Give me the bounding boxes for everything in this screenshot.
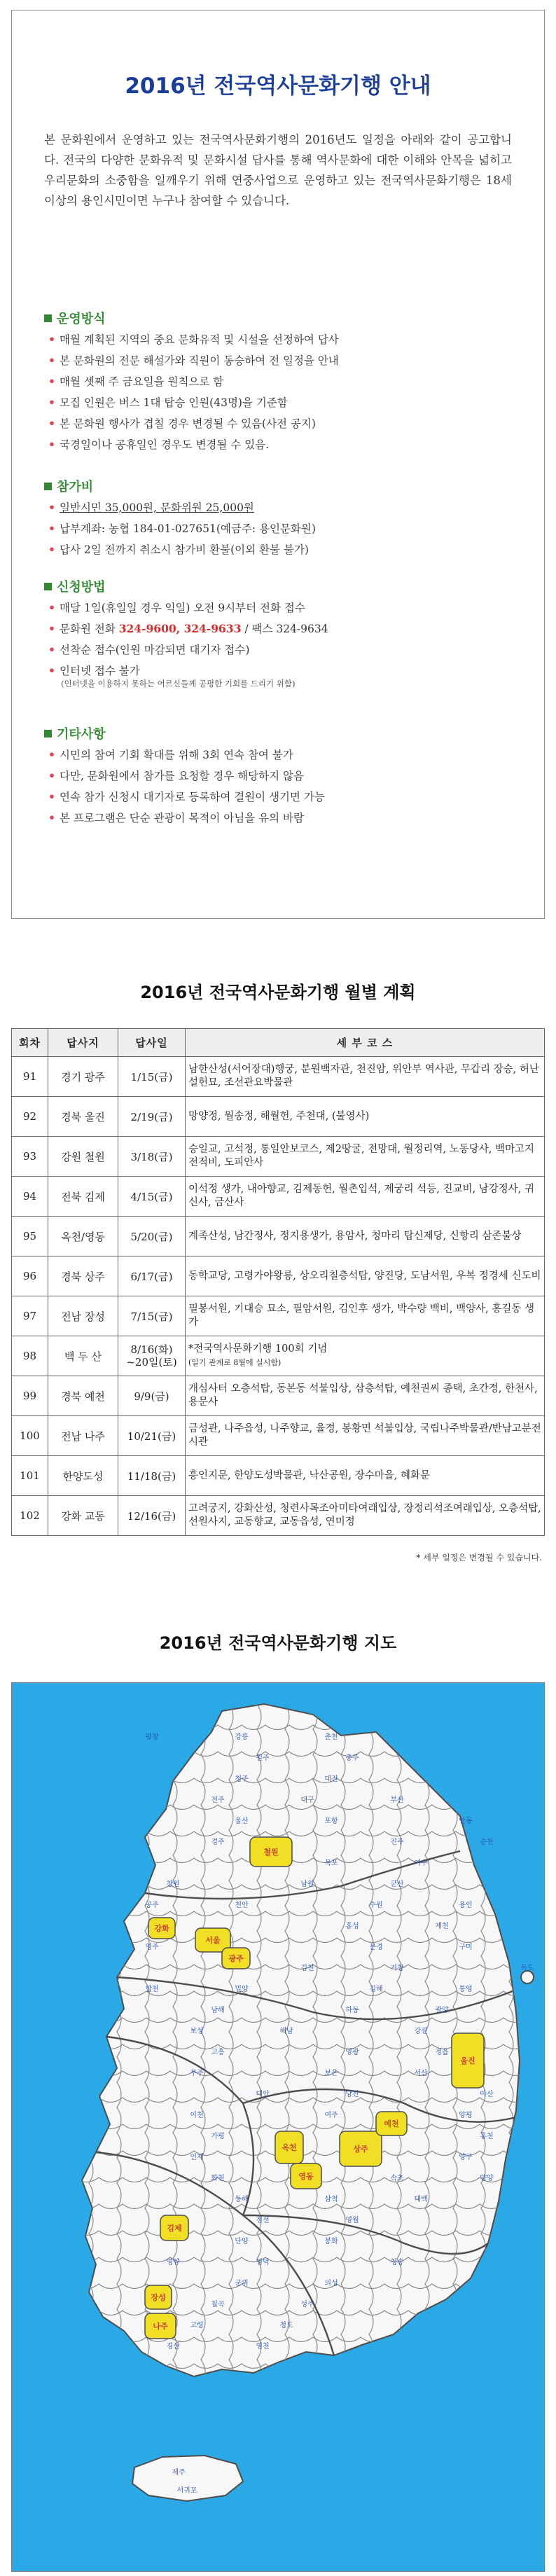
region-label: 고령: [190, 2322, 204, 2329]
region-label: 울산: [235, 1817, 249, 1825]
list-item: • 매월 셋째 주 금요일을 원칙으로 함: [48, 375, 224, 388]
region-label: 강릉: [235, 1733, 249, 1741]
table-row: 99 경북 예천 9/9(금) 개심사터 오층석탑, 동본동 석불입상, 삼층석탑, 예천권씨 종택, 초간정, 한천사, 용문사: [12, 1376, 545, 1416]
region-label: 홍성: [345, 1923, 359, 1930]
region-label: 정선: [256, 2217, 270, 2224]
region-label: 고흥: [211, 2049, 225, 2056]
region-label: 포항: [324, 1817, 338, 1825]
region-label: 여주: [324, 2112, 338, 2119]
region-label: 삼척: [324, 2196, 338, 2203]
region-label: 안동: [459, 1817, 473, 1825]
region-label: 동해: [235, 2196, 249, 2203]
region-label: 아산: [480, 2091, 494, 2098]
list-item: • 매달 1일(휴일일 경우 익일) 오전 9시부터 전화 접수: [48, 601, 305, 614]
list-item: • 연속 참가 신청시 대기자로 등록하여 결원이 생기면 가능: [48, 790, 325, 803]
table-row: 97 전남 장성 7/15(금) 필봉서원, 기대승 묘소, 필암서원, 김인후 생가, 박수량 백비, 백양사, 홍길동 생가: [12, 1296, 545, 1336]
korea-map-svg: [12, 1683, 545, 2572]
region-label: 대구: [300, 1796, 314, 1804]
section-etc: [44, 723, 520, 829]
region-label: 거창: [390, 1965, 404, 1972]
section-operation: [44, 308, 520, 455]
schedule-title: 2016년 전국역사문화기행 월별 계획: [140, 983, 416, 1002]
region-label: 광양: [435, 2007, 449, 2014]
island-label: 독도: [520, 1965, 534, 1972]
region-label: 합천: [145, 1986, 159, 1993]
list-item: • 시민의 참여 기회 확대를 위해 3회 연속 참여 불가: [48, 748, 293, 761]
region-label: 이천: [190, 2112, 204, 2119]
list-item: • 국경일이나 공휴일인 경우도 변경될 수 있음.: [48, 438, 270, 451]
island-label: 서귀포: [176, 2487, 197, 2495]
region-label: 용인: [459, 1902, 473, 1909]
highlight-label: 김제: [167, 2224, 182, 2233]
section-heading: 운영방식: [44, 308, 520, 328]
col-header-date: 답사일: [118, 1029, 186, 1057]
square-bullet-icon: [44, 583, 52, 590]
list-item: • 모집 인원은 버스 1대 탑승 인원(43명)을 기준함: [48, 396, 288, 409]
region-label: 영천: [256, 2343, 270, 2350]
table-row: 98 백 두 산 8/16(화) ~20일(토) *전국역사문화기행 100회 기념 (일기 관계로 8월에 실시함): [12, 1336, 545, 1376]
region-label: 천안: [235, 1902, 249, 1909]
list-item: • 문화원 전화 324-9600, 324-9633 / 팩스 324-9634: [48, 622, 328, 635]
highlight-label: 철원: [263, 1848, 279, 1857]
section-heading: 참가비: [44, 476, 520, 496]
schedule-footnote: * 세부 일정은 변경될 수 있습니다.: [416, 1553, 542, 1563]
region-label: 강진: [414, 2028, 428, 2035]
region-label: 인제: [190, 2154, 204, 2161]
region-label: 부산: [390, 1796, 404, 1804]
region-label: 의성: [324, 2280, 338, 2287]
square-bullet-icon: [44, 730, 52, 738]
region-label: 문경: [369, 1944, 383, 1951]
region-label: 태안: [256, 2091, 270, 2098]
region-label: 양양: [480, 2175, 494, 2182]
island-label: 제주: [172, 2469, 186, 2477]
region-label: 남해: [211, 2007, 225, 2014]
region-label: 수원: [369, 1902, 383, 1909]
list-item: • 본 프로그램은 단순 관광이 목적이 아님을 유의 바람: [48, 811, 304, 824]
highlight-label: 나주: [153, 2322, 168, 2331]
region-label: 정읍: [435, 2049, 449, 2056]
list-item: • 답사 2일 전까지 취소시 참가비 환불(이외 환불 불가): [48, 543, 309, 556]
region-label: 서산: [414, 2070, 428, 2077]
region-label: 군위: [235, 2280, 249, 2287]
region-label: 춘천: [324, 1733, 338, 1741]
region-label: 영덕: [256, 2259, 270, 2266]
region-label: 청주: [235, 1775, 249, 1783]
region-label: 김천: [300, 1965, 314, 1972]
region-label: 해남: [279, 2028, 293, 2035]
region-label: 창원: [166, 1881, 180, 1888]
region-label: 홍천: [480, 2133, 494, 2140]
table-row: 92 경북 울진 2/19(금) 망양정, 월송정, 해월헌, 주천대, (불영사): [12, 1097, 545, 1137]
highlight-label: 영동: [298, 2172, 314, 2181]
region-label: 당진: [345, 2091, 359, 2098]
square-bullet-icon: [44, 314, 52, 322]
list-item: • 인터넷 접수 불가: [48, 664, 140, 677]
highlight-label: 울진: [460, 2056, 475, 2065]
table-row: 94 전북 김제 4/15(금) 이석정 생가, 내아향교, 김제동헌, 월촌입석, 제궁리 석등, 진교비, 남강정사, 귀신사, 금산사: [12, 1177, 545, 1217]
table-row: 101 한양도성 11/18(금) 흥인지문, 한양도성박물관, 낙산공원, 장수마을, 혜화문: [12, 1456, 545, 1496]
region-label: 제천: [435, 1923, 449, 1930]
highlight-label: 강화: [154, 1924, 169, 1933]
schedule-table: [11, 1028, 545, 1536]
section-apply: [44, 576, 520, 690]
region-label: 보성: [190, 2028, 204, 2035]
region-label: 영양: [166, 2259, 180, 2266]
region-label: 대전: [324, 1775, 338, 1783]
col-header-course: 세 부 코 스: [186, 1029, 545, 1057]
region-label: 속초: [390, 2175, 404, 2182]
ulleung-island-shape: [521, 1971, 534, 1983]
korea-map: [11, 1682, 545, 2572]
region-label: 김해: [369, 1986, 383, 1993]
list-item: • 일반시민 35,000원, 문화위원 25,000원: [48, 501, 254, 514]
list-item: • 납부계좌: 농협 184-01-027651(예금주: 용인문화원): [48, 522, 316, 535]
region-label: 평창: [145, 1733, 159, 1741]
notice-box: [11, 10, 545, 919]
highlight-label: 서울: [205, 1936, 221, 1945]
region-label: 청송: [390, 2259, 404, 2266]
table-row: 91 경기 광주 1/15(금) 남한산성(서어장대)행궁, 분원백자관, 천진암, 위안부 역사관, 무갑리 장승, 허난설헌묘, 조선관요박물관: [12, 1057, 545, 1097]
highlight-label: 상주: [353, 2145, 368, 2154]
region-label: 통영: [459, 1986, 473, 1993]
notice-title: 2016년 전국역사문화기행 안내: [125, 74, 431, 99]
region-label: 밀양: [235, 1986, 249, 1993]
list-item-note: (인터넷을 이용하지 못하는 어르신들께 공평한 기회를 드리기 위함): [61, 679, 296, 688]
highlight-label: 옥천: [282, 2143, 297, 2152]
region-label: 충주: [345, 1754, 359, 1762]
region-label: 전주: [211, 1796, 225, 1804]
map-title: 2016년 전국역사문화기행 지도: [159, 1633, 397, 1653]
highlight-label: 광주: [228, 1954, 244, 1963]
region-label: 가평: [211, 2133, 225, 2140]
highlight-label: 예천: [384, 2119, 399, 2128]
region-label: 단양: [235, 2238, 249, 2245]
region-label: 하동: [345, 2007, 359, 2014]
region-label: 경산: [166, 2343, 180, 2350]
region-label: 영주: [145, 1944, 159, 1951]
region-label: 칠곡: [211, 2301, 225, 2308]
notice-intro: 본 문화원에서 운영하고 있는 전국역사문화기행의 2016년도 일정을 아래와 같이 공고합니다. 전국의 다양한 문화유적 및 문화시설 답사를 통해 역사문화에 대한 이해와 안목을 넓히고 우리문화의 소중함을 일깨우기 위해 연중사업으로 운영하고 있는 전국역사문화기행은 18세 이상의 용인시민이면 누구나 참여할 수 있습니다.: [44, 133, 512, 207]
region-label: 보은: [324, 2070, 338, 2077]
section-heading: 신청방법: [44, 576, 520, 596]
list-item: • 선착순 접수(인원 마감되면 대기자 접수): [48, 643, 250, 656]
region-label: 양평: [459, 2112, 473, 2119]
region-label: 영광: [345, 2049, 359, 2056]
region-label: 공주: [145, 1902, 159, 1909]
list-item: • 본 문화원 행사가 겹칠 경우 변경될 수 있음(사전 공지): [48, 417, 316, 430]
region-label: 경주: [211, 1838, 225, 1846]
table-header-row: [12, 1029, 545, 1057]
region-label: 봉화: [324, 2238, 338, 2245]
table-row: 100 전남 나주 10/21(금) 금성관, 나주읍성, 나주향교, 율정, 봉황면 석불입상, 국립나주박물관/반남고분전시관: [12, 1416, 545, 1456]
region-label: 순천: [480, 1838, 494, 1846]
col-header-no: 회차: [12, 1029, 48, 1057]
region-label: 양구: [459, 2154, 473, 2161]
region-label: 태백: [414, 2196, 428, 2203]
region-label: 진주: [390, 1838, 404, 1846]
list-item: • 매월 계획된 지역의 중요 문화유적 및 시설을 선정하여 답사: [48, 333, 339, 346]
highlight-label: 장성: [151, 2293, 166, 2302]
list-item: • 본 문화원의 전문 해설가와 직원이 동승하여 전 일정을 안내: [48, 354, 339, 367]
region-label: 성주: [300, 2301, 314, 2308]
region-label: 목포: [324, 1860, 338, 1867]
region-label: 구미: [459, 1944, 473, 1951]
section-fee: [44, 476, 520, 560]
region-border-line: [75, 2364, 545, 2369]
region-label: 여수: [414, 1860, 428, 1867]
region-label: 청도: [279, 2322, 293, 2329]
region-label: 남원: [300, 1881, 314, 1888]
phone-numbers: 324-9600, 324-9633: [118, 622, 242, 635]
region-label: 군산: [390, 1881, 404, 1888]
table-row: 96 경북 상주 6/17(금) 동학교당, 고령가야왕릉, 상오리칠층석탑, 양진당, 도남서원, 우복 정경세 신도비: [12, 1256, 545, 1296]
col-header-place: 답사지: [48, 1029, 118, 1057]
table-row: 95 옥천/영동 5/20(금) 계족산성, 남간정사, 정지용생가, 용암사, 청마리 탑신제당, 신항리 삼존불상: [12, 1217, 545, 1256]
region-label: 화천: [211, 2175, 225, 2182]
region-label: 원주: [256, 1754, 270, 1762]
square-bullet-icon: [44, 483, 52, 490]
section-heading: 기타사항: [44, 723, 520, 743]
region-label: 영월: [345, 2217, 359, 2224]
list-item: • 다만, 문화원에서 참가를 요청할 경우 해당하지 않음: [48, 769, 304, 782]
table-row: 102 강화 교동 12/16(금) 고려궁지, 강화산성, 청련사목조아미타여래입상, 장정리석조여래입상, 오층석탑, 선원사지, 교동향교, 교동읍성, 연미정: [12, 1496, 545, 1536]
region-label: 무주: [190, 2070, 204, 2077]
table-row: 93 강원 철원 3/18(금) 승일교, 고석정, 통일안보코스, 제2땅굴, 전망대, 월정리역, 노동당사, 백마고지 전적비, 도피안사: [12, 1137, 545, 1177]
